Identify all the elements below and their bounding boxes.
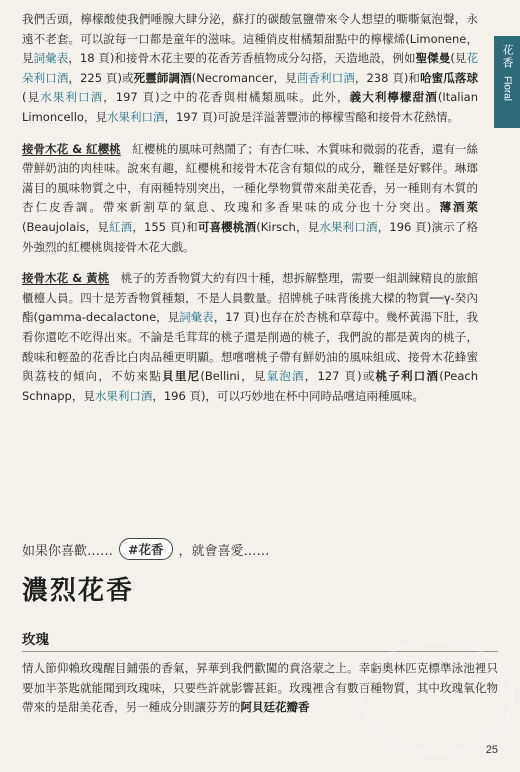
- drink-name: 聖傑曼: [415, 51, 451, 66]
- subsection-title: 玫瑰: [22, 632, 49, 648]
- ref-link[interactable]: 紅酒: [108, 219, 133, 234]
- main-body-text: [22, 10, 478, 418]
- paragraph-citrus: 我們舌頭，檸檬酸使我們唾腺大肆分泌，蘇打的碳酸氫鹽帶來令人想望的嘶嘶氣泡聲，永遠不老套。可以說每一口都是童年的滋味。這種俏皮柑橘類甜點中的檸檬烯(Limonene，見詞彙表，18 頁)和接骨木花主要的花香芳香植物成分勾搭，天造地設，例如聖傑曼(見花朵利口酒，225 頁)或死靈師調酒(Necromancer，見茴香利口酒，238 頁)和哈蜜瓜落球(見水果利口酒，197 頁)之中的花香與柑橘類風味。此外，義大利檸檬甜酒(Italian Limoncello，見水果利口酒，197 頁)可說是洋溢著豐沛的檸檬雪酪和接骨木花熱情。: [22, 12, 479, 124]
- floral-hashtag[interactable]: #花香: [119, 538, 172, 560]
- ref-link[interactable]: 詞彙表: [179, 310, 214, 325]
- paragraph-rose: 情人節仰賴玫瑰醒目鋪張的香氣，昇華到我們歡闖的賁洛蒙之上。幸虧奧林匹克標準泳池裡只要加半茶匙就能聞到玫瑰味，只要些許就影響甚鉅。玫瑰裡含有數百種物質，其中玫瑰氧化物帶來的是甜美花香，另一種成分則讓芬芳的阿貝廷花瓣香: [22, 661, 498, 715]
- ref-link[interactable]: 水果利口酒: [40, 90, 104, 105]
- paragraph-red-cherry: 接骨木花 & 紅櫻桃 紅櫻桃的風味可熱鬧了；有杏仁味、木質味和微弱的花香，還有一絲帶鮮奶油的肉桂味。說來有趣，紅櫻桃和接骨木花含有類似的成分，難怪是好夥伴。琳瑯滿目的風味物質之中，有兩種特別突出，一種化學物質帶來甜美花香，另一種則有木質的杏仁皮香調。帶來新割草的氣息、玫瑰和多香果味的成分也十分突出。薄酒萊(Beaujolais，見紅酒，155 頁)和可喜櫻桃酒(Kirsch，見水果利口酒，196 頁)演示了格外強烈的紅櫻桃與接骨木花大戲。: [22, 141, 479, 254]
- drink-name: 哈蜜瓜落球: [420, 70, 479, 85]
- drink-name: 阿貝廷花瓣香: [240, 700, 310, 715]
- side-tab-chinese: 花香: [501, 44, 514, 70]
- pairing-heading: 接骨木花 & 紅櫻桃: [22, 141, 121, 156]
- drink-name: 薄酒萊: [439, 200, 479, 215]
- drink-name: 可喜櫻桃酒: [197, 219, 257, 234]
- ref-link[interactable]: 氣泡酒: [266, 369, 305, 384]
- ref-link[interactable]: 水果利口酒: [94, 388, 153, 403]
- page-number: 25: [485, 744, 498, 756]
- pairing-heading: 接骨木花 & 黃桃: [22, 271, 110, 286]
- drink-name: 貝里尼: [162, 369, 201, 384]
- ref-link[interactable]: 水果利口酒: [319, 219, 378, 234]
- section-title: 濃烈花香: [22, 576, 135, 606]
- section-side-tab: [494, 36, 520, 128]
- paragraph-yellow-peach: 接骨木花 & 黃桃 桃子的芳香物質大約有四十種，想拆解整理，需要一組訓練精良的旅館櫃檯人員。四十是芳香物質種類，不是人員數量。招牌桃子味背後挑大樑的物質──γ-癸內酯(gamma-decalactone，見詞彙表，17 頁)也存在於杏桃和草莓中。幾杯黃湯下肚，我看你還吃不吃得出來。不論是毛茸茸的桃子還是削過的桃子，我們說的都是黃肉的桃子，酸味和輕盈的花香比白肉品種更明顯。想嚐嚐桃子帶有鮮奶油的風味組成、接骨木花蜂蜜與荔枝的傾向，不妨來點貝里尼(Bellini，見氣泡酒，127 頁)或桃子利口酒(Peach Schnapp，見水果利口酒，196 頁)，可以巧妙地在杯中同時品嚐這兩種風味。: [22, 271, 479, 403]
- if-you-like-line: 如果你喜歡…… #花香 ，就會喜愛……: [22, 538, 270, 560]
- drink-name: 死靈師調酒: [133, 70, 192, 85]
- drink-name: 桃子利口酒: [375, 369, 440, 384]
- watermark-stamp: [360, 640, 514, 754]
- ref-link[interactable]: 水果利口酒: [106, 109, 165, 124]
- ref-link[interactable]: 茴香利口酒: [296, 70, 355, 85]
- ref-link[interactable]: 詞彙表: [33, 51, 69, 66]
- side-tab-english: Floral: [501, 76, 513, 102]
- ref-link[interactable]: 花朵利口酒: [22, 51, 478, 85]
- drink-name: 義大利檸檬甜酒: [349, 90, 438, 105]
